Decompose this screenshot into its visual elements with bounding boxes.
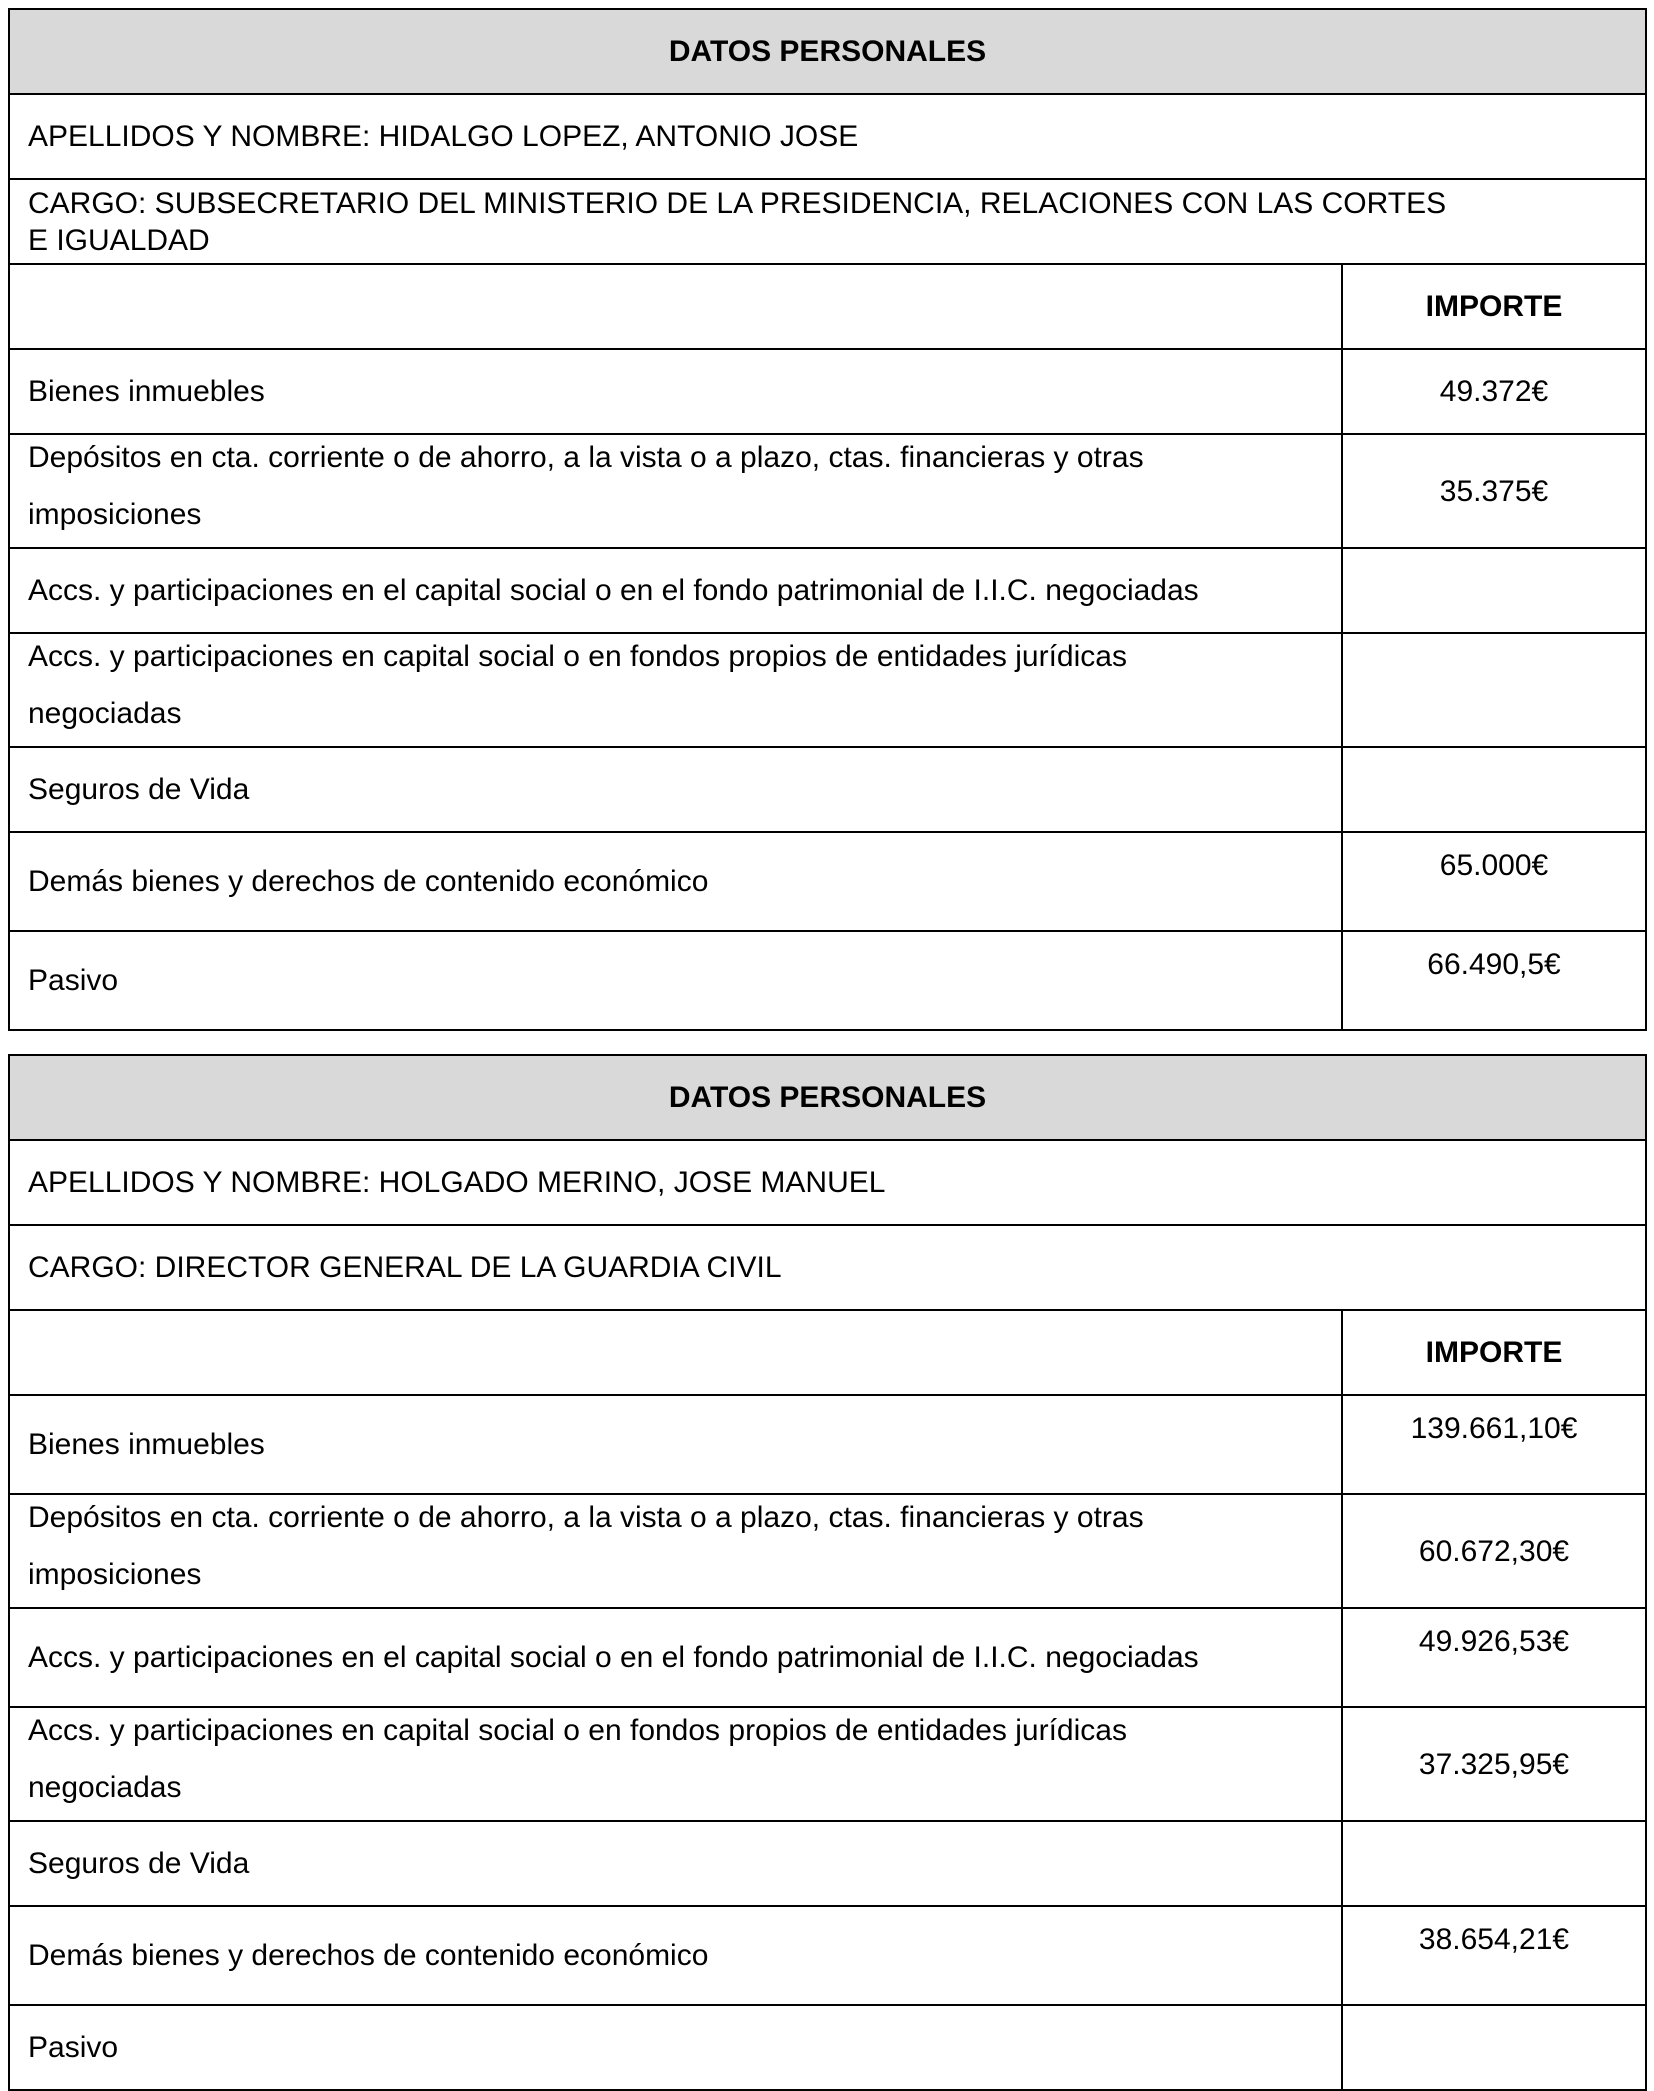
row-label-line-1: Depósitos en cta. corriente o de ahorro, a la vista o a plazo, ctas. financieras y otras [28, 1500, 1144, 1534]
row-label: Seguros de Vida [9, 1821, 1342, 1906]
table-row [9, 2005, 1646, 2090]
header-blank-cell [9, 1310, 1342, 1395]
table-row [9, 931, 1646, 1030]
declaration-table-2 [8, 1054, 1647, 2091]
row-label-line-1: Accs. y participaciones en capital social o en fondos propios de entidades jurídicas [28, 639, 1127, 673]
importe-header: IMPORTE [1342, 264, 1646, 349]
table-row [9, 747, 1646, 832]
cargo-line: CARGO: DIRECTOR GENERAL DE LA GUARDIA CIVIL [9, 1225, 1646, 1310]
section-title: DATOS PERSONALES [9, 1055, 1646, 1140]
cargo-line-1: CARGO: SUBSECRETARIO DEL MINISTERIO DE LA PRESIDENCIA, RELACIONES CON LAS CORTES [28, 186, 1447, 220]
cargo-line-2: E IGUALDAD [28, 223, 210, 257]
row-label-line-2: imposiciones [28, 1557, 202, 1591]
row-label-line-2: negociadas [28, 1770, 182, 1804]
row-amount [1342, 747, 1646, 832]
row-label: Demás bienes y derechos de contenido económico [9, 1906, 1342, 2005]
importe-header: IMPORTE [1342, 1310, 1646, 1395]
cargo-line [9, 179, 1646, 264]
row-label-line-1: Accs. y participaciones en capital social o en fondos propios de entidades jurídicas [28, 1713, 1127, 1747]
row-label-line-2: imposiciones [28, 497, 202, 531]
row-label [9, 434, 1342, 548]
row-label: Pasivo [9, 931, 1342, 1030]
table-row [9, 832, 1646, 931]
row-label [9, 1494, 1342, 1608]
row-amount: 66.490,5€ [1342, 931, 1646, 1030]
table-row [9, 1494, 1646, 1608]
row-label: Seguros de Vida [9, 747, 1342, 832]
row-amount [1342, 548, 1646, 633]
row-amount: 60.672,30€ [1342, 1494, 1646, 1608]
name-line: APELLIDOS Y NOMBRE: HOLGADO MERINO, JOSE MANUEL [9, 1140, 1646, 1225]
table-row [9, 434, 1646, 548]
row-amount: 35.375€ [1342, 434, 1646, 548]
table-row [9, 548, 1646, 633]
row-amount: 139.661,10€ [1342, 1395, 1646, 1494]
row-label-line-1: Depósitos en cta. corriente o de ahorro, a la vista o a plazo, ctas. financieras y otras [28, 440, 1144, 474]
table-row [9, 1906, 1646, 2005]
row-amount: 38.654,21€ [1342, 1906, 1646, 2005]
row-label [9, 633, 1342, 747]
row-amount [1342, 1821, 1646, 1906]
row-label [9, 1707, 1342, 1821]
table-row [9, 1707, 1646, 1821]
header-blank-cell [9, 264, 1342, 349]
row-amount [1342, 633, 1646, 747]
row-label: Accs. y participaciones en el capital social o en el fondo patrimonial de I.I.C. negociadas [9, 548, 1342, 633]
table-row [9, 349, 1646, 434]
row-label-line-2: negociadas [28, 696, 182, 730]
row-label: Bienes inmuebles [9, 349, 1342, 434]
row-label: Bienes inmuebles [9, 1395, 1342, 1494]
section-title: DATOS PERSONALES [9, 9, 1646, 94]
row-amount [1342, 2005, 1646, 2090]
name-line: APELLIDOS Y NOMBRE: HIDALGO LOPEZ, ANTONIO JOSE [9, 94, 1646, 179]
row-amount: 65.000€ [1342, 832, 1646, 931]
row-amount: 37.325,95€ [1342, 1707, 1646, 1821]
declaration-table-1 [8, 8, 1647, 1031]
row-label: Demás bienes y derechos de contenido económico [9, 832, 1342, 931]
table-row [9, 1608, 1646, 1707]
row-label: Accs. y participaciones en el capital social o en el fondo patrimonial de I.I.C. negociadas [9, 1608, 1342, 1707]
table-row [9, 1821, 1646, 1906]
row-label: Pasivo [9, 2005, 1342, 2090]
table-row [9, 633, 1646, 747]
row-amount: 49.372€ [1342, 349, 1646, 434]
table-row [9, 1395, 1646, 1494]
row-amount: 49.926,53€ [1342, 1608, 1646, 1707]
